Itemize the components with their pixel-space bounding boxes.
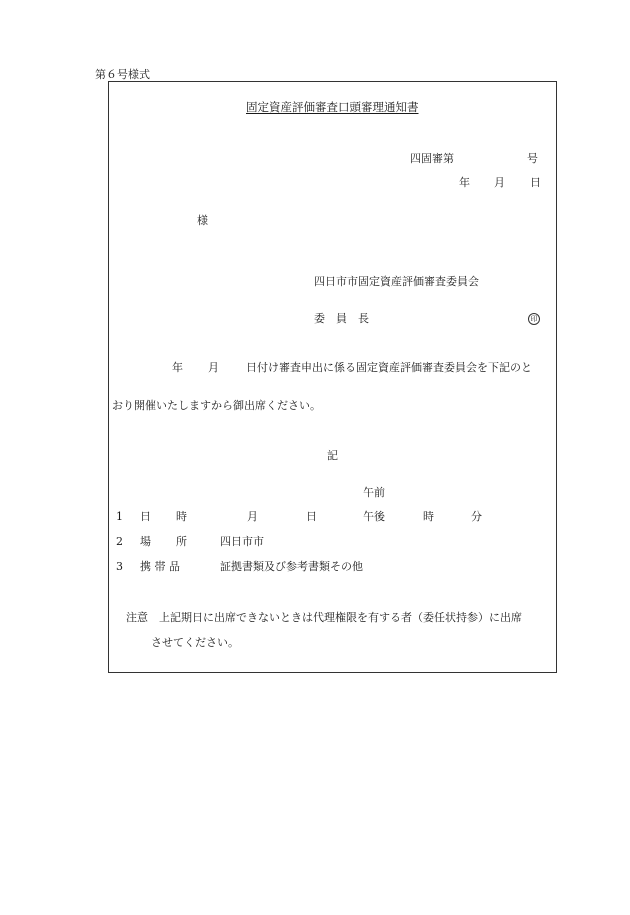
body-month: 月: [208, 361, 219, 374]
item1-minute: 分: [471, 510, 482, 523]
item1-label-a: 日: [140, 510, 151, 523]
document-title: 固定資産評価審査口頭審理通知書: [246, 100, 419, 114]
item1-hour: 時: [423, 510, 434, 523]
reference-prefix: 四固審第: [410, 152, 454, 165]
item1-day: 日: [306, 510, 317, 523]
issue-date-day: 日: [530, 176, 541, 189]
chairman-title: 委 員 長: [314, 312, 369, 325]
body-line1-text: 日付け審査申出に係る固定資産評価審査委員会を下記のと: [246, 361, 532, 374]
item2-label-a: 場: [140, 535, 151, 548]
item1-month: 月: [247, 510, 258, 523]
item1-pm: 午後: [363, 510, 385, 523]
item3-label: 携 帯 品: [140, 560, 180, 573]
body-year: 年: [172, 361, 183, 374]
issue-date-year: 年: [459, 176, 470, 189]
body-line2-text: おり開催いたしますから御出席ください。: [112, 399, 321, 412]
ki-heading: 記: [327, 449, 338, 462]
item1-label-b: 時: [176, 510, 187, 523]
note-line2: させてください。: [151, 636, 239, 649]
item2-number: 2: [116, 535, 123, 548]
item3-value: 証拠書類及び参考書類その他: [220, 560, 363, 573]
item2-value: 四日市市: [220, 535, 264, 548]
document-frame: [108, 81, 557, 673]
item2-label-b: 所: [176, 535, 187, 548]
issue-date-month: 月: [494, 176, 505, 189]
form-number: 第６号様式: [95, 68, 150, 81]
seal-icon: 印: [528, 312, 540, 325]
item3-number: 3: [116, 560, 123, 573]
addressee-suffix: 様: [197, 214, 208, 227]
item1-am: 午前: [363, 486, 385, 499]
reference-suffix: 号: [527, 152, 538, 165]
committee-name: 四日市市固定資産評価審査委員会: [314, 275, 479, 288]
note-line1: 注意 上記期日に出席できないときは代理権限を有する者（委任状持参）に出席: [126, 611, 522, 624]
item1-number: 1: [116, 510, 123, 523]
